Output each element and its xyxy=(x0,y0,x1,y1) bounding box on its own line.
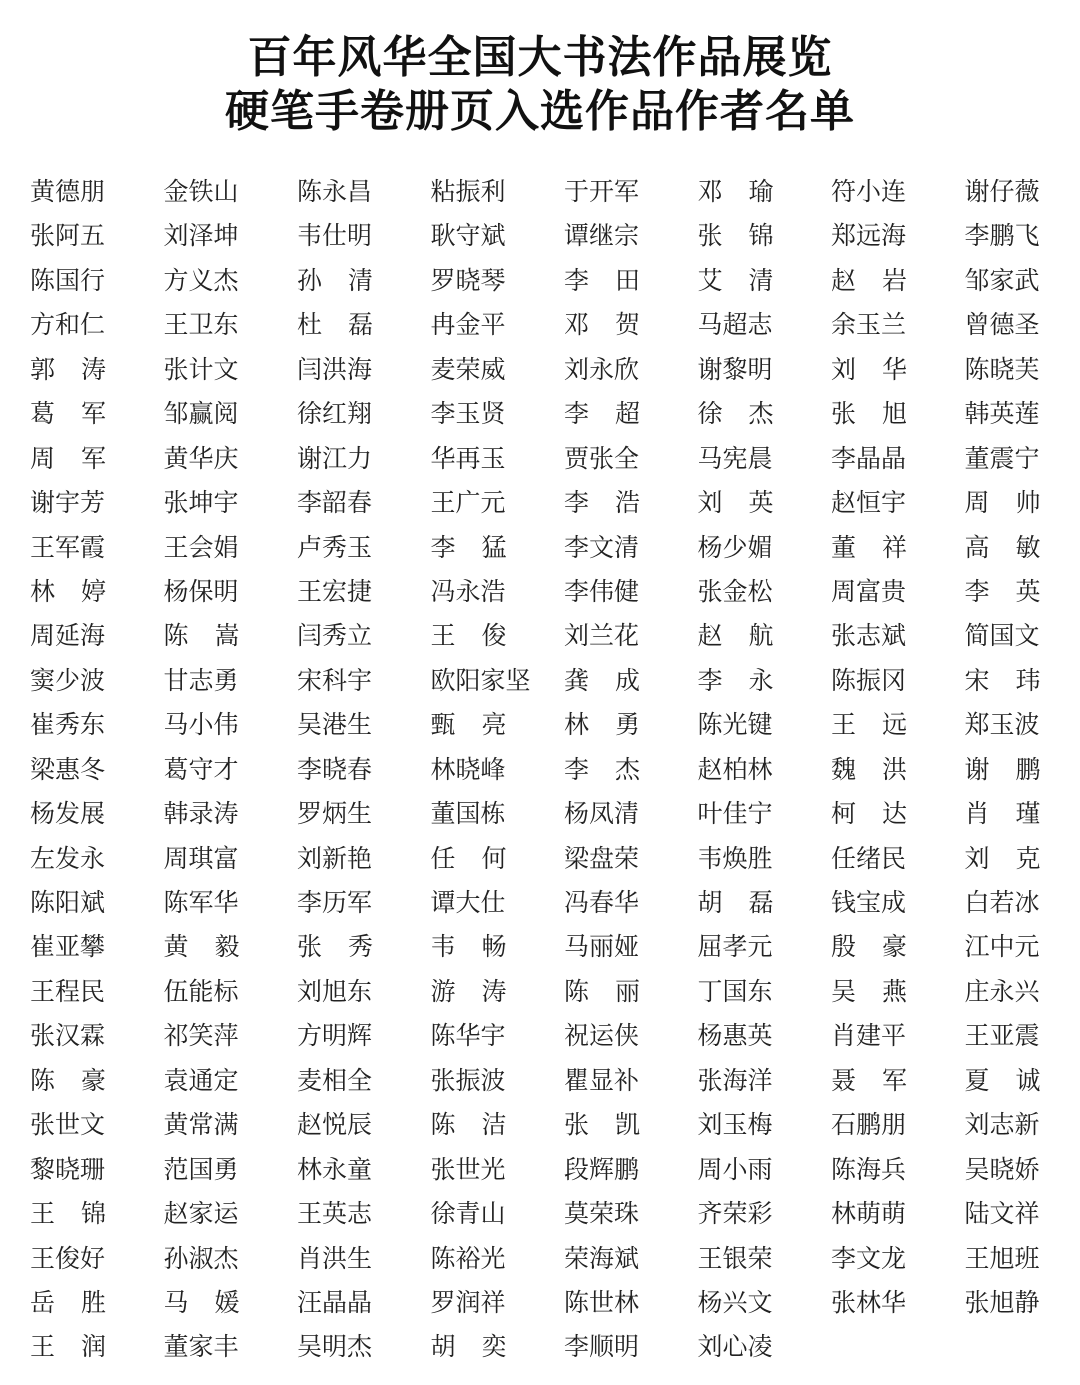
author-name: 林永童 xyxy=(297,1154,373,1184)
page-title: 百年风华全国大书法作品展览 xyxy=(247,32,833,83)
author-name: 宋科宇 xyxy=(297,665,373,695)
author-name: 李 杰 xyxy=(564,754,640,784)
author-name: 刘 克 xyxy=(964,843,1041,873)
author-name: 左发永 xyxy=(30,843,106,873)
author-name: 冯春华 xyxy=(564,888,640,917)
author-name: 汪晶晶 xyxy=(297,1287,373,1317)
author-name: 陈裕光 xyxy=(430,1243,506,1273)
author-name: 韦仕明 xyxy=(297,221,373,251)
author-name: 谢 鹏 xyxy=(964,754,1041,784)
author-name: 杨保明 xyxy=(163,576,239,606)
author-name: 崔亚攀 xyxy=(30,932,106,962)
author-name: 林 勇 xyxy=(564,710,640,740)
author-name: 艾 清 xyxy=(697,265,774,295)
author-name: 刘旭东 xyxy=(297,976,373,1006)
author-name: 陈海兵 xyxy=(831,1154,907,1184)
author-name: 简国文 xyxy=(964,621,1040,651)
author-name: 李韶春 xyxy=(297,488,373,518)
author-name: 余玉兰 xyxy=(831,310,907,340)
author-name: 王宏捷 xyxy=(297,576,373,606)
author-name: 张世光 xyxy=(430,1154,506,1184)
author-name: 谢宇芳 xyxy=(30,488,106,518)
author-name: 周延海 xyxy=(30,621,106,651)
author-name: 杨凤清 xyxy=(564,799,640,829)
author-name: 肖 瑾 xyxy=(964,799,1041,829)
author-name: 林萌萌 xyxy=(831,1199,907,1229)
author-name: 李顺明 xyxy=(564,1332,640,1362)
author-name: 王银荣 xyxy=(697,1243,773,1273)
author-name: 韦焕胜 xyxy=(697,843,773,873)
author-name: 刘志新 xyxy=(964,1110,1040,1140)
author-name: 粘振利 xyxy=(430,177,506,206)
author-name: 王程民 xyxy=(30,976,106,1006)
author-name: 邹赢阅 xyxy=(163,399,239,429)
author-name: 陈光键 xyxy=(697,710,773,740)
author-name: 徐红翔 xyxy=(297,399,373,429)
author-name: 方明辉 xyxy=(297,1021,373,1051)
author-name: 陈华宇 xyxy=(430,1021,506,1051)
author-name: 黄华庆 xyxy=(163,443,239,473)
author-name: 钱宝成 xyxy=(831,888,907,917)
author-name: 莫荣珠 xyxy=(564,1199,640,1229)
author-name: 王俊好 xyxy=(30,1243,106,1273)
author-name: 马 媛 xyxy=(163,1287,240,1317)
author-name: 曾德圣 xyxy=(964,310,1040,340)
author-name: 岳 胜 xyxy=(30,1287,106,1317)
author-name: 柯 达 xyxy=(831,799,907,829)
author-name: 董家丰 xyxy=(163,1332,239,1362)
author-name: 吴 燕 xyxy=(831,976,907,1006)
author-name: 罗炳生 xyxy=(297,799,373,829)
author-name: 王 俊 xyxy=(430,621,507,651)
author-name: 赵 航 xyxy=(697,621,774,651)
author-name: 周小雨 xyxy=(697,1154,773,1184)
author-name: 张阿五 xyxy=(30,221,106,251)
author-name: 黎晓珊 xyxy=(30,1154,106,1184)
author-name: 张振波 xyxy=(430,1065,506,1095)
author-name: 屈孝元 xyxy=(697,932,773,962)
author-name: 韦 畅 xyxy=(430,932,507,962)
author-name: 叶佳宁 xyxy=(697,799,773,829)
author-name: 李晓春 xyxy=(297,754,373,784)
author-name: 赵悦辰 xyxy=(297,1110,373,1140)
author-name: 瞿显补 xyxy=(564,1065,640,1095)
page-subtitle: 硬笔手卷册页入选作品作者名单 xyxy=(225,86,855,137)
author-name: 齐荣彩 xyxy=(697,1199,773,1229)
author-name: 方义杰 xyxy=(163,265,239,295)
author-name: 李 田 xyxy=(564,265,640,295)
author-name: 吴明杰 xyxy=(297,1332,373,1362)
author-name: 崔秀东 xyxy=(30,710,106,740)
author-name: 陈阳斌 xyxy=(30,888,106,917)
author-name: 宋 玮 xyxy=(964,665,1041,695)
author-name: 麦荣威 xyxy=(430,354,506,384)
author-name: 聂 军 xyxy=(831,1065,907,1095)
author-name: 刘泽坤 xyxy=(163,221,239,251)
author-name: 袁通定 xyxy=(163,1065,239,1095)
author-name: 谭继宗 xyxy=(564,221,640,251)
author-name: 郑玉波 xyxy=(964,710,1040,740)
author-name: 张志斌 xyxy=(831,621,907,651)
author-name: 于开军 xyxy=(564,177,640,206)
author-name: 王 润 xyxy=(30,1332,106,1362)
author-name: 谭大仕 xyxy=(430,888,506,917)
author-name: 董国栋 xyxy=(430,799,506,829)
author-name: 黄常满 xyxy=(163,1110,239,1140)
author-name: 陈 丽 xyxy=(564,976,640,1006)
author-name: 方和仁 xyxy=(30,310,106,340)
author-name: 李晶晶 xyxy=(831,443,907,473)
author-name: 陈军华 xyxy=(163,888,239,917)
author-name: 闫秀立 xyxy=(297,621,373,651)
author-name: 邹家武 xyxy=(964,265,1040,295)
author-name: 赵恒宇 xyxy=(831,488,907,518)
author-name: 李鹏飞 xyxy=(964,221,1040,251)
author-name: 王卫东 xyxy=(163,310,239,340)
author-name: 陈永昌 xyxy=(297,177,373,206)
author-name: 祝运侠 xyxy=(564,1021,640,1051)
author-name: 白若冰 xyxy=(964,888,1040,917)
author-name: 刘兰花 xyxy=(564,621,640,651)
author-name: 谢江力 xyxy=(297,443,373,473)
author-name: 刘 华 xyxy=(831,354,907,384)
author-name: 梁惠冬 xyxy=(30,754,106,784)
author-name: 郑远海 xyxy=(831,221,907,251)
author-name: 杨少媚 xyxy=(697,532,773,562)
author-name: 葛守才 xyxy=(163,754,239,784)
author-name: 邓 瑜 xyxy=(697,177,774,206)
author-name: 梁盘荣 xyxy=(564,843,640,873)
author-name: 张 秀 xyxy=(297,932,373,962)
author-name: 肖建平 xyxy=(831,1021,907,1051)
author-name: 庄永兴 xyxy=(964,976,1040,1006)
author-name: 甘志勇 xyxy=(163,665,239,695)
author-name: 甄 亮 xyxy=(430,710,507,740)
author-name: 陈 豪 xyxy=(30,1065,106,1095)
author-name: 耿守斌 xyxy=(430,221,506,251)
author-name: 张林华 xyxy=(831,1287,907,1317)
author-name: 贾张全 xyxy=(564,443,640,473)
author-name: 欧阳家坚 xyxy=(430,665,531,695)
author-name: 刘 英 xyxy=(697,488,774,518)
author-name: 丁国东 xyxy=(697,976,773,1006)
author-name: 伍能标 xyxy=(163,976,239,1006)
author-name: 金铁山 xyxy=(163,177,239,206)
author-name: 华再玉 xyxy=(430,443,506,473)
author-name: 张旭静 xyxy=(964,1287,1040,1317)
author-name: 邓 贺 xyxy=(564,310,640,340)
author-name: 冉金平 xyxy=(430,310,506,340)
author-name: 周琪富 xyxy=(163,843,239,873)
author-name: 林 婷 xyxy=(30,576,106,606)
author-name: 胡 磊 xyxy=(697,888,774,917)
author-name: 冯永浩 xyxy=(430,576,506,606)
author-name: 马宪晨 xyxy=(697,443,773,473)
author-name: 李 英 xyxy=(964,576,1041,606)
author-name: 李 永 xyxy=(697,665,774,695)
author-name: 夏 诚 xyxy=(964,1065,1041,1095)
author-name: 李历军 xyxy=(297,888,373,917)
author-name: 祁笑萍 xyxy=(163,1021,239,1051)
author-name: 谢仔薇 xyxy=(964,177,1040,206)
author-name: 麦相全 xyxy=(297,1065,373,1095)
author-name: 张 锦 xyxy=(697,221,774,251)
author-name: 石鹏朋 xyxy=(831,1110,907,1140)
author-name: 周富贵 xyxy=(831,576,907,606)
author-name: 王亚震 xyxy=(964,1021,1040,1051)
author-name: 郭 涛 xyxy=(30,354,106,384)
author-name: 李 猛 xyxy=(430,532,507,562)
author-name: 王 锦 xyxy=(30,1199,106,1229)
name-list xyxy=(30,170,1050,1370)
author-name: 谢黎明 xyxy=(697,354,773,384)
author-name: 张 旭 xyxy=(831,399,907,429)
author-name: 王 远 xyxy=(831,710,907,740)
author-name: 孙 清 xyxy=(297,265,373,295)
author-name: 刘新艳 xyxy=(297,843,373,873)
author-name: 陈 洁 xyxy=(430,1110,507,1140)
author-name: 刘永欣 xyxy=(564,354,640,384)
author-name: 韩英莲 xyxy=(964,399,1040,429)
author-name: 殷 豪 xyxy=(831,932,907,962)
author-name: 徐 杰 xyxy=(697,399,774,429)
author-name: 陈国行 xyxy=(30,265,106,295)
author-name: 林晓峰 xyxy=(430,754,506,784)
author-name: 陈 嵩 xyxy=(163,621,240,651)
author-name: 胡 奕 xyxy=(430,1332,507,1362)
author-name: 董震宁 xyxy=(964,443,1040,473)
author-name: 马小伟 xyxy=(163,710,239,740)
author-name: 李伟健 xyxy=(564,576,640,606)
author-name: 赵家运 xyxy=(163,1199,239,1229)
author-name: 范国勇 xyxy=(163,1154,239,1184)
author-name: 吴港生 xyxy=(297,710,373,740)
author-name: 黄 毅 xyxy=(163,932,240,962)
author-name: 段辉鹏 xyxy=(564,1154,640,1184)
author-name: 杨兴文 xyxy=(697,1287,773,1317)
author-name: 陈晓芙 xyxy=(964,354,1040,384)
author-name: 黄德朋 xyxy=(30,177,106,206)
author-name: 李 超 xyxy=(564,399,640,429)
author-name: 张海洋 xyxy=(697,1065,773,1095)
author-name: 杨惠英 xyxy=(697,1021,773,1051)
author-name: 刘玉梅 xyxy=(697,1110,773,1140)
author-name: 周 帅 xyxy=(964,488,1041,518)
author-name: 魏 洪 xyxy=(831,754,907,784)
author-name: 肖洪生 xyxy=(297,1243,373,1273)
author-name: 任 何 xyxy=(430,843,507,873)
author-name: 张世文 xyxy=(30,1110,106,1140)
author-name: 李 浩 xyxy=(564,488,640,518)
author-name: 王英志 xyxy=(297,1199,373,1229)
author-name: 李文清 xyxy=(564,532,640,562)
author-name: 闫洪海 xyxy=(297,354,373,384)
author-name: 龚 成 xyxy=(564,665,640,695)
author-name: 陈振冈 xyxy=(831,665,907,695)
author-name: 徐青山 xyxy=(430,1199,506,1229)
author-name: 张金松 xyxy=(697,576,773,606)
author-name: 董 祥 xyxy=(831,532,907,562)
author-name: 赵柏林 xyxy=(697,754,773,784)
author-name: 李文龙 xyxy=(831,1243,907,1273)
author-name: 任绪民 xyxy=(831,843,907,873)
author-name: 罗润祥 xyxy=(430,1287,506,1317)
author-name: 吴晓娇 xyxy=(964,1154,1040,1184)
author-name: 周 军 xyxy=(30,443,106,473)
author-name: 马超志 xyxy=(697,310,773,340)
author-name: 张坤宇 xyxy=(163,488,239,518)
author-name: 窦少波 xyxy=(30,665,106,695)
author-name: 符小连 xyxy=(831,177,907,206)
author-name: 葛 军 xyxy=(30,399,106,429)
author-name: 卢秀玉 xyxy=(297,532,373,562)
author-name: 游 涛 xyxy=(430,976,507,1006)
author-name: 李玉贤 xyxy=(430,399,506,429)
author-name: 王军霞 xyxy=(30,532,106,562)
author-name: 韩录涛 xyxy=(163,799,239,829)
author-name: 陆文祥 xyxy=(964,1199,1040,1229)
author-name: 江中元 xyxy=(964,932,1040,962)
author-name: 王广元 xyxy=(430,488,506,518)
author-name: 罗晓琴 xyxy=(430,265,506,295)
author-name: 陈世林 xyxy=(564,1287,640,1317)
author-name: 杜 磊 xyxy=(297,310,373,340)
author-name: 赵 岩 xyxy=(831,265,907,295)
author-name: 刘心凌 xyxy=(697,1332,773,1362)
author-name: 荣海斌 xyxy=(564,1243,640,1273)
author-name: 王旭班 xyxy=(964,1243,1040,1273)
author-name: 张汉霖 xyxy=(30,1021,106,1051)
author-name: 孙淑杰 xyxy=(163,1243,239,1273)
author-name: 王会娟 xyxy=(163,532,239,562)
author-name: 张计文 xyxy=(163,354,239,384)
author-name: 张 凯 xyxy=(564,1110,640,1140)
author-name: 马丽娅 xyxy=(564,932,640,962)
author-name: 杨发展 xyxy=(30,799,106,829)
author-name: 高 敏 xyxy=(964,532,1041,562)
